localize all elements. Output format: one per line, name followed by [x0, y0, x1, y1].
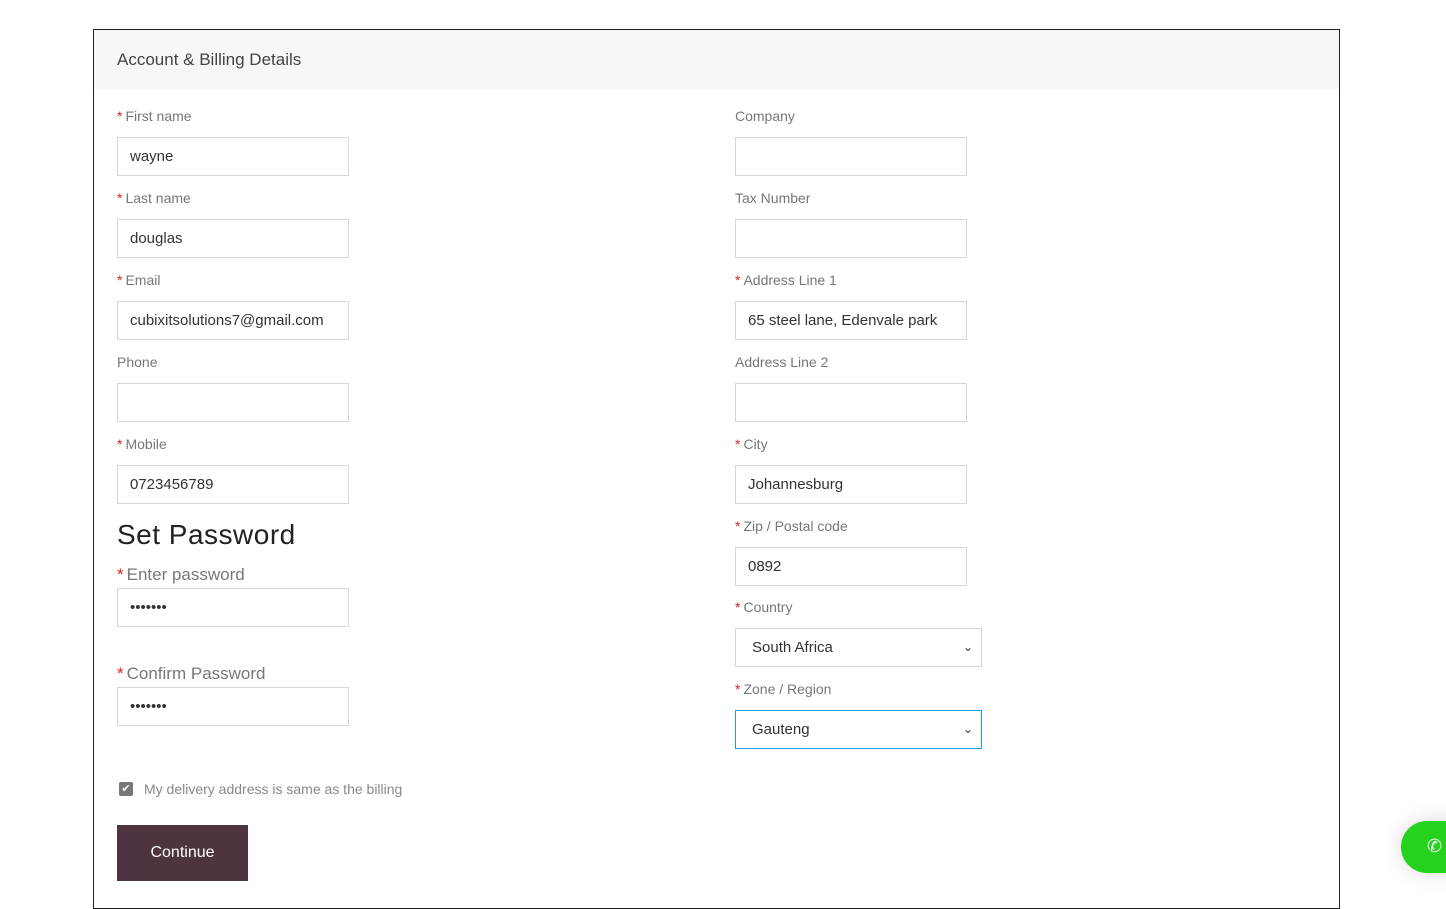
same-address-checkbox[interactable] [119, 782, 133, 796]
enter-password-input[interactable]: ••••••• [117, 588, 349, 627]
field-label: Company [735, 108, 795, 124]
address-line-1-input[interactable]: 65 steel lane, Edenvale park [735, 301, 967, 340]
panel-header [94, 30, 1339, 89]
country-label: * Country [735, 599, 793, 615]
field-label: * City [735, 436, 768, 452]
field-label: * Last name [117, 190, 191, 206]
field-label: * Mobile [117, 436, 167, 452]
confirm-password-input[interactable]: ••••••• [117, 687, 349, 726]
panel-title: Account & Billing Details [117, 50, 302, 69]
confirm-password-label: * Confirm Password [117, 664, 266, 683]
tax-number-input[interactable] [735, 219, 967, 258]
field-label: Address Line 2 [735, 354, 829, 370]
field-label: * Address Line 1 [735, 272, 837, 288]
field-label: * Email [117, 272, 161, 288]
phone-input[interactable] [117, 383, 349, 422]
chevron-down-icon: ⌄ [962, 640, 973, 654]
zone-label: * Zone / Region [735, 681, 832, 697]
address-line-2-input[interactable] [735, 383, 967, 422]
field-label: Phone [117, 354, 158, 370]
check-icon: ✔ [121, 783, 131, 795]
email-input[interactable]: cubixitsolutions7@gmail.com [117, 301, 349, 340]
field-label: Tax Number [735, 190, 811, 206]
mobile-input[interactable]: 0723456789 [117, 465, 349, 504]
enter-password-label: * Enter password [117, 565, 245, 584]
set-password-heading: Set Password [117, 519, 296, 550]
company-input[interactable] [735, 137, 967, 176]
same-address-label[interactable]: My delivery address is same as the billing [144, 781, 403, 797]
first-name-input[interactable]: wayne [117, 137, 349, 176]
field-label: * First name [117, 108, 192, 124]
country-select[interactable]: South Africa ⌄ [735, 628, 982, 667]
continue-button[interactable]: Continue [117, 825, 248, 881]
zone-select[interactable]: Gauteng ⌄ [735, 710, 982, 749]
zip-postal-code-input[interactable]: 0892 [735, 547, 967, 586]
whatsapp-icon: ✆ [1427, 836, 1443, 856]
whatsapp-button[interactable] [1401, 821, 1446, 873]
last-name-input[interactable]: douglas [117, 219, 349, 258]
city-input[interactable]: Johannesburg [735, 465, 967, 504]
chevron-down-icon: ⌄ [962, 722, 973, 736]
field-label: * Zip / Postal code [735, 518, 848, 534]
